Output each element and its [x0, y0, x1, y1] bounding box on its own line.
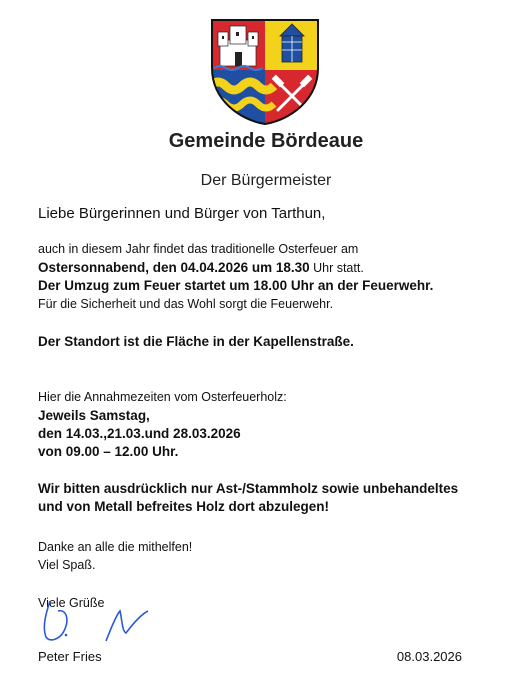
closing-text: Viele Grüße: [38, 596, 105, 610]
request-line2: und von Metall befreites Holz dort abzulegen!: [38, 499, 330, 514]
thanks-line2: Viel Spaß.: [38, 558, 96, 572]
times-intro: Hier die Annahmezeiten vom Osterfeuerholz:: [38, 390, 287, 404]
request-line1: Wir bitten ausdrücklich nur Ast-/Stammholz sowie unbehandeltes: [38, 481, 459, 496]
thanks-line1: Danke an alle die mithelfen!: [38, 540, 193, 554]
event-date-bold: Ostersonnabend, den 04.04.2026 um 18.30: [38, 260, 310, 275]
para1-line3: Der Umzug zum Feuer startet um 18.00 Uhr an der Feuerwehr.: [38, 278, 434, 293]
greeting: Liebe Bürgerinnen und Bürger von Tarthun,: [38, 205, 326, 222]
times-line3: von 09.00 – 12.00 Uhr.: [38, 444, 179, 459]
signer-name: Peter Fries: [38, 649, 102, 664]
event-date-rest: Uhr statt.: [309, 261, 364, 275]
page-subtitle: Der Bürgermeister: [200, 172, 332, 189]
times-line2: den 14.03.,21.03.und 28.03.2026: [38, 426, 241, 441]
signature-date: 08.03.2026: [396, 649, 462, 664]
page-title: Gemeinde Bördeaue: [168, 130, 364, 152]
para1-line1: auch in diesem Jahr findet das traditionelle Osterfeuer am: [38, 242, 359, 256]
para1-line2: [38, 260, 364, 275]
location-text: Der Standort ist die Fläche in der Kapellenstraße.: [38, 334, 354, 349]
para1-line4: Für die Sicherheit und das Wohl sorgt die Feuerwehr.: [38, 297, 334, 311]
coat-of-arms-icon: [210, 18, 320, 126]
handwritten-signature: [36, 597, 156, 647]
times-line1: Jeweils Samstag,: [38, 408, 150, 423]
